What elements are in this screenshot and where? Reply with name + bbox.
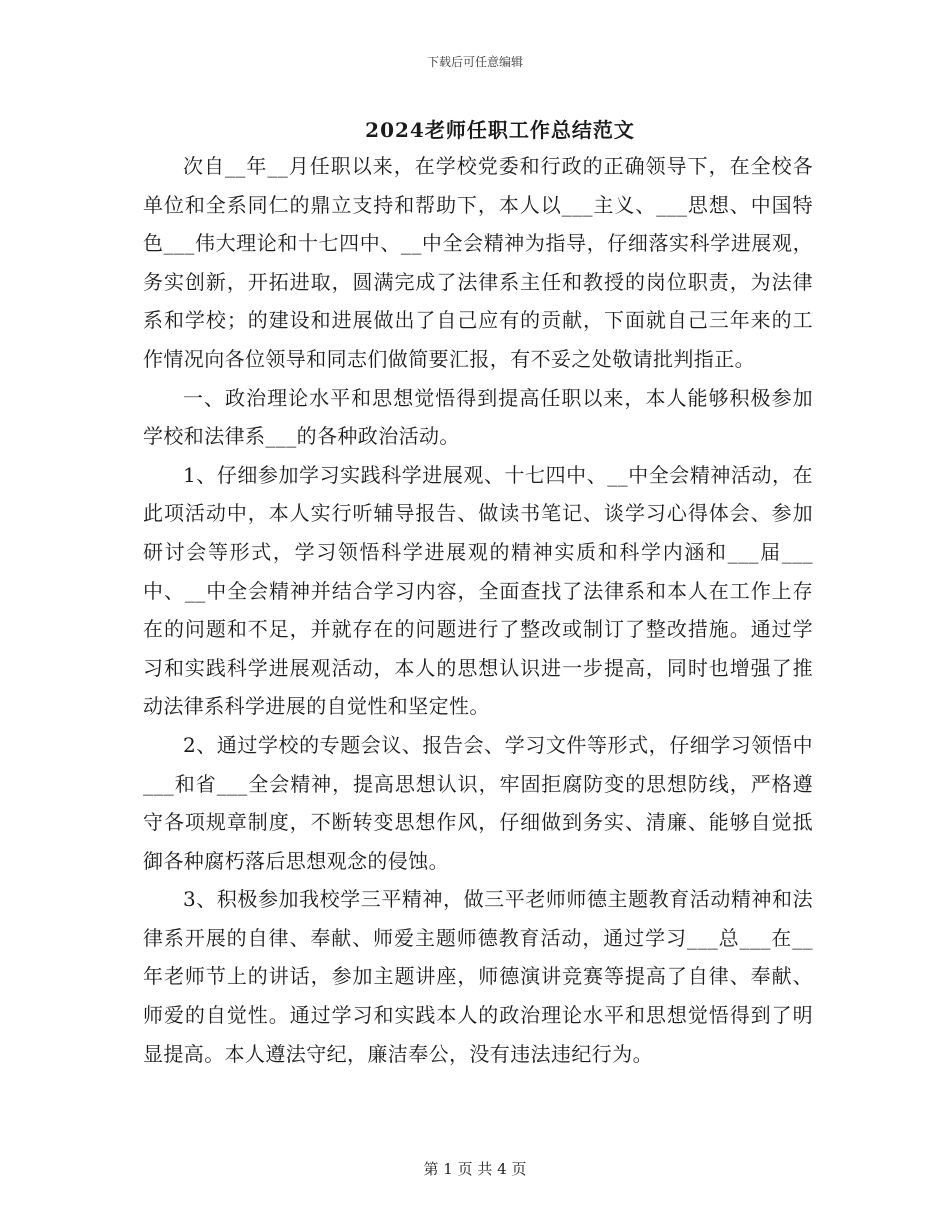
document-title: 2024老师任职工作总结范文	[365, 118, 635, 142]
page-number-footer: 第 1 页 共 4 页	[423, 1160, 527, 1178]
paragraph-section-1: 一、政治理论水平和思想觉悟得到提高任职以来，本人能够积极参加学校和法律系___的各种政治活动。	[143, 385, 813, 449]
paragraph-item-1: 1、仔细参加学习实践科学进展观、十七四中、__中全会精神活动，在此项活动中，本人实行听辅导报告、做读书笔记、谈学习心得体会、参加研讨会等形式，学习领悟科学进展观的精神实质和科学内涵和___届___中、__中全会精神并结合学习内容，全面查找了法律系和本人在工作上存在的问题和不足，并就存在的问题进行了整改或制订了整改措施。通过学习和实践科学进展观活动，本人的思想认识进一步提高，同时也增强了推动法律系科学进展的自觉性和坚定性。	[143, 462, 813, 719]
paragraph-intro: 次自__年__月任职以来，在学校党委和行政的正确领导下，在全校各单位和全系同仁的鼎立支持和帮助下，本人以___主义、___思想、中国特色___伟大理论和十七四中、__中全会精神为指导，仔细落实科学进展观，务实创新，开拓进取，圆满完成了法律系主任和教授的岗位职责，为法律系和学校；的建设和进展做出了自己应有的贡献，下面就自己三年来的工作情况向各位领导和同志们做简要汇报，有不妥之处敬请批判指正。	[143, 154, 813, 371]
paragraph-item-2: 2、通过学校的专题会议、报告会、学习文件等形式，仔细学习领悟中___和省___全会精神，提高思想认识，牢固拒腐防变的思想防线，严格遵守各项规章制度，不断转变思想作风，仔细做到务实、清廉、能够自觉抵御各种腐朽落后思想观念的侵蚀。	[143, 732, 813, 873]
header-note: 下载后可任意编辑	[426, 55, 523, 69]
paragraph-item-3: 3、积极参加我校学三平精神，做三平老师师德主题教育活动精神和法律系开展的自律、奉献、师爱主题师德教育活动，通过学习___总___在__年老师节上的讲话，参加主题讲座，师德演讲竞赛等提高了自律、奉献、师爱的自觉性。通过学习和实践本人的政治理论水平和思想觉悟得到了明显提高。本人遵法守纪，廉洁奉公，没有违法违纪行为。	[143, 887, 813, 1066]
document-body	[143, 147, 813, 1073]
